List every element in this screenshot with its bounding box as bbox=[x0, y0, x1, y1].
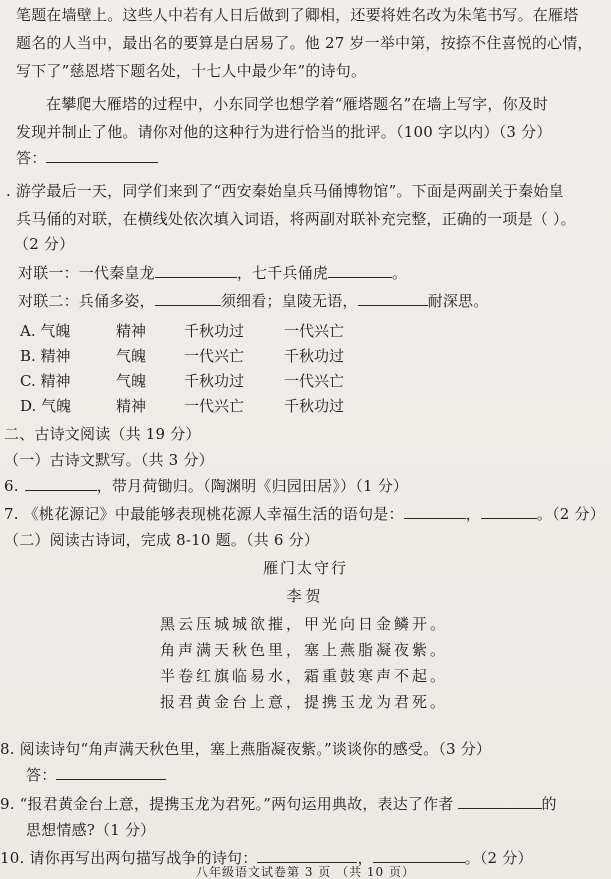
answer-blank[interactable] bbox=[46, 148, 158, 163]
question-5-line-2: 兵马俑的对联，在横线处依次填入词语，将两副对联补充完整，正确的一项是（ ）。 bbox=[16, 210, 576, 228]
question-5-score: （2 分） bbox=[14, 235, 75, 253]
answer-line-q8 bbox=[26, 764, 166, 786]
question-6-number: 6. bbox=[4, 477, 19, 495]
couplet-1-part-a: 对联一：一代秦皇龙 bbox=[18, 264, 155, 282]
option-b-word-4: 千秋功过 bbox=[284, 347, 345, 365]
poem-line-2: 角声满天秋色里，塞上燕脂凝夜紫。 bbox=[160, 641, 449, 659]
question-9-line-2: 思想情感?（1 分） bbox=[26, 821, 156, 839]
question-9 bbox=[0, 793, 557, 815]
couplet-1-blank-1[interactable] bbox=[155, 263, 237, 278]
couplet-1-blank-2[interactable] bbox=[328, 263, 392, 278]
question-10-text: 10. 请你再写出两句描写战争的诗句： bbox=[0, 849, 258, 867]
couplet-2-part-a: 对联二：兵俑多姿， bbox=[18, 292, 155, 310]
option-b-label: B. 精神 bbox=[20, 347, 71, 365]
poem-author: 李贺 bbox=[286, 587, 325, 605]
option-c-word-2: 气魄 bbox=[116, 372, 147, 390]
poem-line-4: 报君黄金台上意，提携玉龙为君死。 bbox=[160, 693, 449, 711]
option-d-word-2: 精神 bbox=[116, 397, 147, 415]
answer-prefix-q8: 答： bbox=[26, 766, 57, 784]
option-c-word-4: 一代兴亡 bbox=[284, 372, 345, 390]
option-d-word-3: 一代兴亡 bbox=[184, 397, 245, 415]
couplet-2-blank-2[interactable] bbox=[358, 291, 428, 306]
option-d-label: D. 气魄 bbox=[20, 397, 72, 415]
section-2-1-heading: （一）古诗文默写。（共 3 分） bbox=[4, 451, 214, 469]
passage-line-1: 笔题在墙壁上。这些人中若有人日后做到了卿相，还要将姓名改为朱笔书写。在雁塔 bbox=[16, 6, 579, 24]
question-6 bbox=[4, 475, 408, 497]
option-a-word-2: 精神 bbox=[116, 322, 147, 340]
question-7-text: 7. 《桃花源记》中最能够表现桃花源人幸福生活的语句是： bbox=[4, 505, 404, 523]
question-5-line-1: . 游学最后一天，同学们来到了“西安秦始皇兵马俑博物馆”。下面是两副关于秦始皇 bbox=[6, 182, 564, 200]
question-9-text: 9. “报君黄金台上意，提携玉龙为君死。”两句运用典故，表达了作者 bbox=[0, 795, 454, 813]
poem-line-1: 黑云压城城欲摧，甲光向日金鳞开。 bbox=[160, 615, 449, 633]
couplet-1-part-c: 。 bbox=[392, 264, 408, 282]
option-c-label: C. 精神 bbox=[20, 372, 71, 390]
option-b-word-2: 气魄 bbox=[116, 347, 147, 365]
couplet-1 bbox=[18, 262, 407, 284]
question-7 bbox=[4, 503, 605, 525]
question-10-blank-2[interactable] bbox=[373, 848, 465, 863]
section-2-2-heading: （二）阅读古诗词，完成 8-10 题。（共 6 分） bbox=[4, 531, 320, 549]
option-a-label: A. 气魄 bbox=[20, 322, 71, 340]
section-2-heading: 二、古诗文阅读（共 19 分） bbox=[4, 425, 201, 443]
question-7-blank-2[interactable] bbox=[481, 504, 537, 519]
question-9-blank[interactable] bbox=[458, 794, 542, 809]
question-7-blank-1[interactable] bbox=[404, 504, 466, 519]
option-d-word-4: 千秋功过 bbox=[284, 397, 345, 415]
question-9-suffix: 的 bbox=[541, 795, 557, 813]
answer-blank-q8[interactable] bbox=[56, 765, 166, 780]
option-a-word-3: 千秋功过 bbox=[184, 322, 245, 340]
answer-line-q4 bbox=[16, 147, 158, 169]
option-c-word-3: 千秋功过 bbox=[184, 372, 245, 390]
question-7-score: 。（2 分） bbox=[536, 505, 605, 523]
poem-line-3: 半卷红旗临易水，霜重鼓寒声不起。 bbox=[160, 667, 449, 685]
couplet-2-blank-1[interactable] bbox=[155, 291, 221, 306]
option-a-word-4: 一代兴亡 bbox=[284, 322, 345, 340]
option-b-word-3: 一代兴亡 bbox=[184, 347, 245, 365]
passage-line-4: 在攀爬大雁塔的过程中，小东同学也想学着“雁塔题名”在墙上写字，你及时 bbox=[46, 95, 549, 113]
couplet-1-part-b: ，七千兵俑虎 bbox=[236, 264, 329, 282]
question-7-comma: ， bbox=[465, 505, 481, 523]
answer-prefix: 答： bbox=[16, 149, 47, 167]
passage-line-2: 题名的人当中，最出名的要算是白居易了。他 27 岁一举中第，按捺不住喜悦的心情， bbox=[16, 34, 593, 52]
passage-line-3: 写下了”慈恩塔下题名处，十七人中最少年”的诗句。 bbox=[16, 62, 367, 80]
couplet-2 bbox=[18, 290, 488, 312]
question-10-comma: ， bbox=[357, 849, 373, 867]
poem-title: 雁门太守行 bbox=[262, 559, 348, 577]
couplet-2-part-b: 须细看；皇陵无语， bbox=[220, 292, 358, 310]
question-10-score: 。（2 分） bbox=[464, 849, 533, 867]
question-8: 8. 阅读诗句“角声满天秋色里，塞上燕脂凝夜紫。”谈谈你的感受。（3 分） bbox=[0, 740, 492, 758]
page-footer: 八年级语文试卷第 3 页 （共 10 页） bbox=[196, 866, 415, 879]
question-6-blank[interactable] bbox=[25, 476, 97, 491]
question-10-blank-1[interactable] bbox=[257, 848, 357, 863]
passage-line-5: 发现并制止了他。请你对他的这种行为进行恰当的批评。（100 字以内）（3 分） bbox=[16, 123, 552, 141]
couplet-2-part-c: 耐深思。 bbox=[427, 292, 489, 310]
question-6-text: ，带月荷锄归。（陶渊明《归园田居》）（1 分） bbox=[96, 477, 409, 495]
